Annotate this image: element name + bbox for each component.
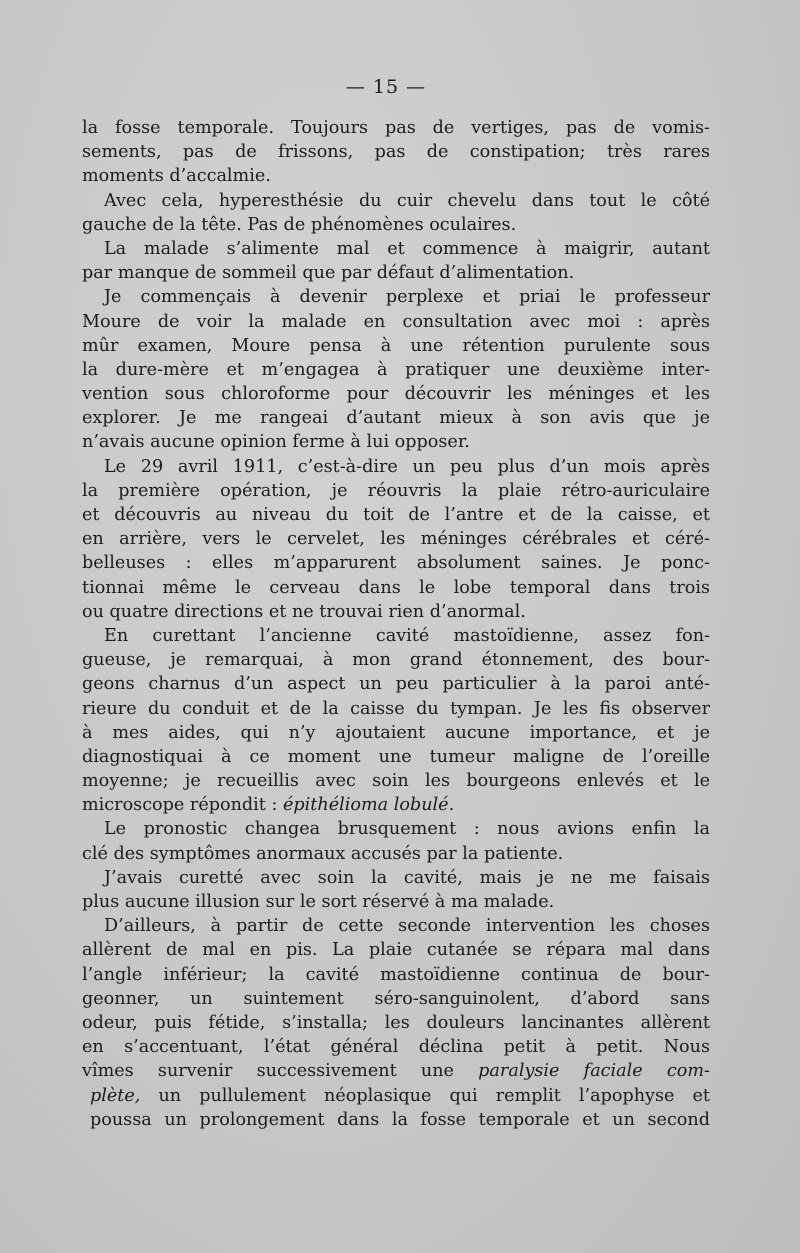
text-line: vention sous chloroforme pour découvrir les méninges et les <box>82 384 710 405</box>
text-line <box>82 1059 710 1083</box>
italic-diagnosis: épithélioma lobulé. <box>283 795 455 816</box>
text-line: l’angle inférieur; la cavité mastoïdienne continua de bour- <box>82 964 710 985</box>
text-line: par manque de sommeil que par défaut d’alimentation. <box>82 263 575 284</box>
text-line: Le pronostic changea brusquement : nous avions enfin la <box>104 819 710 840</box>
text-line: poussa un prolongement dans la fosse temporale et un second <box>90 1109 710 1130</box>
page-number: — 15 — <box>345 76 427 98</box>
text-line: geonner, un suintement séro-sanguinolent, d’abord sans <box>82 988 710 1009</box>
text-line: Moure de voir la malade en consultation avec moi : après <box>82 311 710 332</box>
italic-paralysis-end: plète, <box>90 1085 141 1106</box>
text-line: à mes aides, qui n’y ajoutaient aucune importance, et je <box>82 722 710 743</box>
body-text <box>82 116 710 1132</box>
text-line: Avec cela, hyperesthésie du cuir chevelu dans tout le côté <box>104 190 710 211</box>
text-line: geons charnus d’un aspect un peu particulier à la paroi anté- <box>82 674 710 695</box>
text-line: mûr examen, Moure pensa à une rétention purulente sous <box>82 335 710 356</box>
text-line: moyenne; je recueillis avec soin les bourgeons enlevés et le <box>82 771 710 792</box>
text-line: moments d’accalmie. <box>82 166 271 187</box>
text-line: Je commençais à devenir perplexe et priai le professeur <box>104 287 710 308</box>
text-line: tionnai même le cerveau dans le lobe temporal dans trois <box>82 577 710 598</box>
text-line: J’avais curetté avec soin la cavité, mais je ne me faisais <box>104 867 710 888</box>
text-segment: vîmes survenir successivement une <box>82 1061 479 1082</box>
text-line: Le 29 avril 1911, c’est-à-dire un peu plus d’un mois après <box>104 456 710 477</box>
text-line: plus aucune illusion sur le sort réservé à ma malade. <box>82 892 555 912</box>
text-line: rieure du conduit et de la caisse du tympan. Je les fis observer <box>82 698 710 719</box>
text-line: et découvris au niveau du toit de l’antre et de la caisse, et <box>82 505 710 525</box>
italic-paralysis: paralysie faciale com- <box>478 1061 710 1082</box>
text-line: la dure-mère et m’engagea à pratiquer une deuxième inter- <box>82 359 710 380</box>
text-line: diagnostiquai à ce moment une tumeur maligne de l’oreille <box>82 746 710 767</box>
text-line: la première opération, je réouvris la plaie rétro-auriculaire <box>82 480 710 501</box>
text-line: n’avais aucune opinion ferme à lui opposer. <box>82 432 470 453</box>
text-line: en arrière, vers le cervelet, les méninges cérébrales et céré- <box>82 529 710 550</box>
text-segment: un pullulement néoplasique qui remplit l’apophyse et <box>158 1085 710 1106</box>
text-line: ou quatre directions et ne trouvai rien d’anormal. <box>82 601 526 622</box>
text-line <box>82 793 710 817</box>
text-line: clé des symptômes anormaux accusés par la patiente. <box>82 843 564 864</box>
text-line: La malade s’alimente mal et commence à maigrir, autant <box>104 238 710 259</box>
text-line: explorer. Je me rangeai d’autant mieux à son avis que je <box>82 408 710 429</box>
text-line: gauche de la tête. Pas de phénomènes oculaires. <box>82 214 517 235</box>
text-line: belleuses : elles m’apparurent absolument saines. Je ponc- <box>82 553 710 574</box>
text-line: odeur, puis fétide, s’installa; les douleurs lancinantes allèrent <box>82 1012 710 1033</box>
text-line: En curettant l’ancienne cavité mastoïdienne, assez fon- <box>104 625 710 646</box>
text-line <box>90 1084 710 1108</box>
text-line: la fosse temporale. Toujours pas de vertiges, pas de vomis- <box>82 118 710 138</box>
text-line: en s’accentuant, l’état général déclina petit à petit. Nous <box>82 1037 710 1058</box>
text-line: D’ailleurs, à partir de cette seconde intervention les choses <box>104 916 710 937</box>
text-line: gueuse, je remarquai, à mon grand étonnement, des bour- <box>82 650 710 671</box>
text-segment: microscope répondit : <box>82 795 283 816</box>
text-line: sements, pas de frissons, pas de constipation; très rares <box>82 142 710 163</box>
text-line: allèrent de mal en pis. La plaie cutanée se répara mal dans <box>82 940 710 961</box>
